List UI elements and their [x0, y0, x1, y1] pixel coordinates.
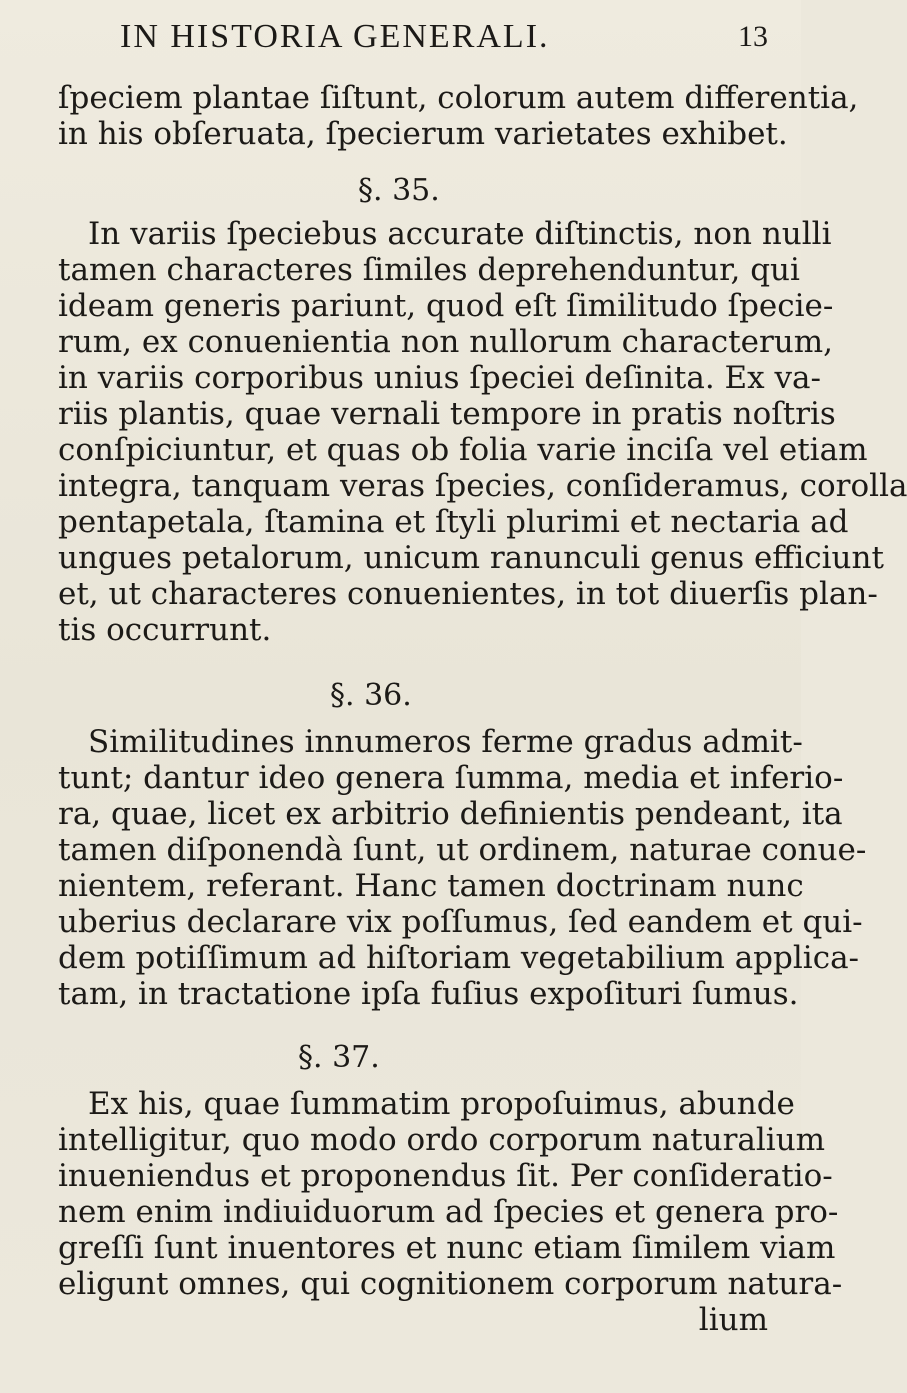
text-line: tunt; dantur ideo genera ſumma, media et inferio- [58, 760, 844, 796]
section-heading: §. 36. [330, 678, 412, 713]
text-line: ra, quae, licet ex arbitrio definientis pendeant, ita [58, 796, 843, 832]
text-line: in his obſeruata, ſpecierum varietates exhibet. [58, 116, 788, 152]
text-line: intelligitur, quo modo ordo corporum naturalium [58, 1122, 826, 1158]
text-line: conſpiciuntur, et quas ob folia varie inciſa vel etiam [58, 432, 868, 468]
text-line: eligunt omnes, qui cognitionem corporum natura- [58, 1266, 843, 1302]
text-line: tamen diſponendà ſunt, ut ordinem, naturae conue- [58, 832, 867, 868]
text-line: Similitudines innumeros ferme gradus admit- [88, 724, 803, 760]
running-title: IN HISTORIA GENERALI. [120, 18, 550, 55]
section-heading: §. 37. [298, 1040, 380, 1075]
page-body [58, 80, 907, 1338]
text-line: pentapetala, ſtamina et ſtyli plurimi et nectaria ad [58, 504, 849, 540]
text-line: rum, ex conuenientia non nullorum characterum, [58, 324, 833, 360]
text-line: tamen characteres ſimiles deprehenduntur, qui [58, 252, 800, 288]
page-header [0, 18, 801, 68]
catchword: lium [698, 1302, 768, 1338]
text-line: et, ut characteres conuenientes, in tot diuerſis plan- [58, 576, 878, 612]
text-line: nientem, referant. Hanc tamen doctrinam nunc [58, 868, 804, 904]
text-line: in variis corporibus unius ſpeciei deſinita. Ex va- [58, 360, 821, 396]
text-line: In variis ſpeciebus accurate diſtinctis, non nulli [88, 216, 832, 252]
page-number: 13 [738, 20, 768, 53]
text-line: ungues petalorum, unicum ranunculi genus efficiunt [58, 540, 884, 576]
text-line: Ex his, quae ſummatim propoſuimus, abunde [88, 1086, 795, 1122]
text-line: ſpeciem plantae ſiſtunt, colorum autem differentia, [58, 80, 859, 116]
section-heading: §. 35. [358, 173, 440, 208]
text-line: riis plantis, quae vernali tempore in pratis noſtris [58, 396, 836, 432]
text-line: uberius declarare vix poſſumus, ſed eandem et qui- [58, 904, 863, 940]
text-line: integra, tanquam veras ſpecies, conſideramus, corolla [58, 468, 907, 504]
text-line: inueniendus et proponendus ſit. Per conſideratio- [58, 1158, 833, 1194]
text-line: tam, in tractatione ipſa fuſius expoſituri ſumus. [58, 976, 799, 1012]
text-line: nem enim indiuiduorum ad ſpecies et genera pro- [58, 1194, 839, 1230]
text-line: ideam generis pariunt, quod eſt ſimilitudo ſpecie- [58, 288, 834, 324]
text-line: tis occurrunt. [58, 612, 272, 648]
text-line: dem potiſſimum ad hiſtoriam vegetabilium applica- [58, 940, 860, 976]
text-line: greſſi ſunt inuentores et nunc etiam ſimilem viam [58, 1230, 836, 1266]
